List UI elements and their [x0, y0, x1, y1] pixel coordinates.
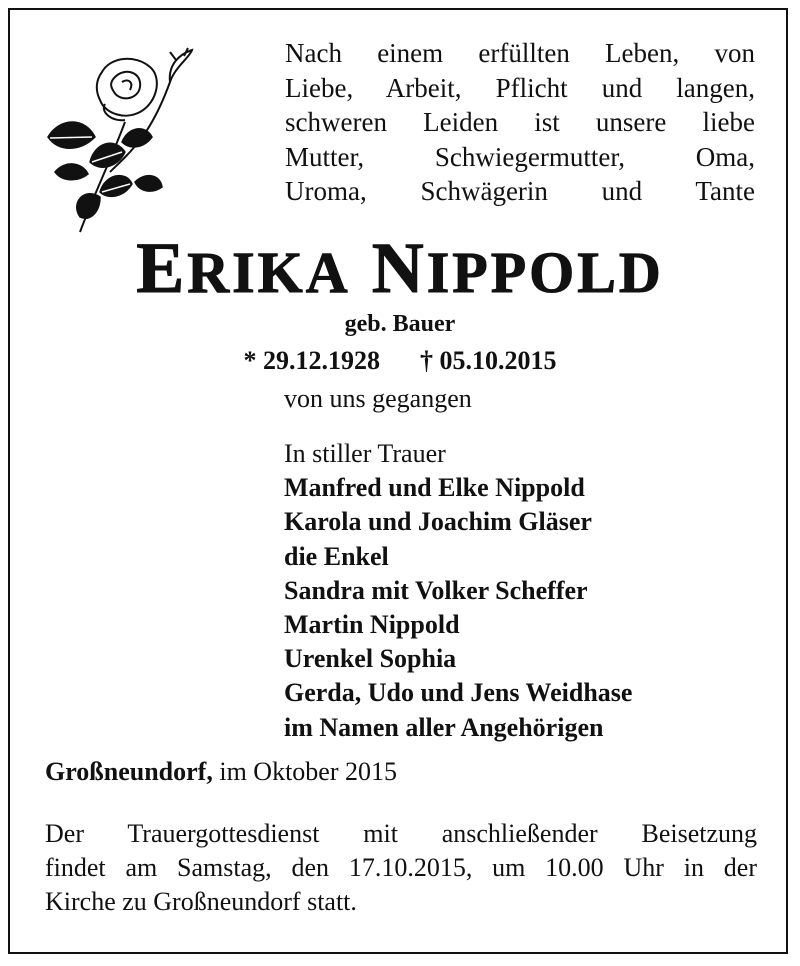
service-line: findet am Samstag, den 17.10.2015, um 10.00 Uhr in der [45, 853, 757, 882]
mourner-name: Sandra mit Volker Scheffer [284, 575, 588, 605]
deceased-name-text: ERIKA NIPPOLD [136, 228, 664, 308]
rose-icon [40, 42, 200, 237]
mourner-name: Urenkel Sophia [284, 644, 457, 674]
deceased-name [0, 228, 800, 308]
service-line: Kirche zu Großneundorf statt. [45, 887, 357, 916]
mourners-heading: In stiller Trauer [284, 439, 446, 468]
place-date [45, 757, 397, 787]
maiden-name: geb. Bauer [344, 311, 456, 337]
place-month: im Oktober 2015 [219, 757, 397, 786]
death-date: † 05.10.2015 [420, 346, 557, 375]
birth-date: * 29.12.1928 [243, 346, 380, 375]
intro-line: Mutter, Schwiegermutter, Oma, [285, 141, 755, 172]
passed-text: von uns gegangen [284, 384, 472, 413]
intro-text [285, 36, 755, 209]
mourner-name: im Namen aller Angehörigen [284, 712, 604, 742]
mourner-name: Gerda, Udo und Jens Weidhase [284, 678, 633, 708]
intro-line: Liebe, Arbeit, Pflicht und langen, [285, 72, 755, 103]
intro-line: Uroma, Schwägerin und Tante [285, 176, 755, 206]
intro-line: schweren Leiden ist unsere liebe [285, 107, 755, 137]
mourner-name: Martin Nippold [284, 610, 460, 640]
mourner-name: die Enkel [284, 541, 389, 571]
mourner-name: Karola und Joachim Gläser [284, 507, 592, 537]
service-info [45, 817, 757, 919]
mourner-name: Manfred und Elke Nippold [284, 473, 585, 503]
intro-line: Nach einem erfüllten Leben, von [285, 38, 755, 68]
life-dates [0, 346, 800, 376]
service-line: Der Trauergottesdienst mit anschließender Beisetzung [45, 819, 757, 848]
place-town: Großneundorf, [45, 757, 213, 786]
mourners-list [284, 437, 632, 745]
deceased-name-lettering [70, 228, 730, 308]
